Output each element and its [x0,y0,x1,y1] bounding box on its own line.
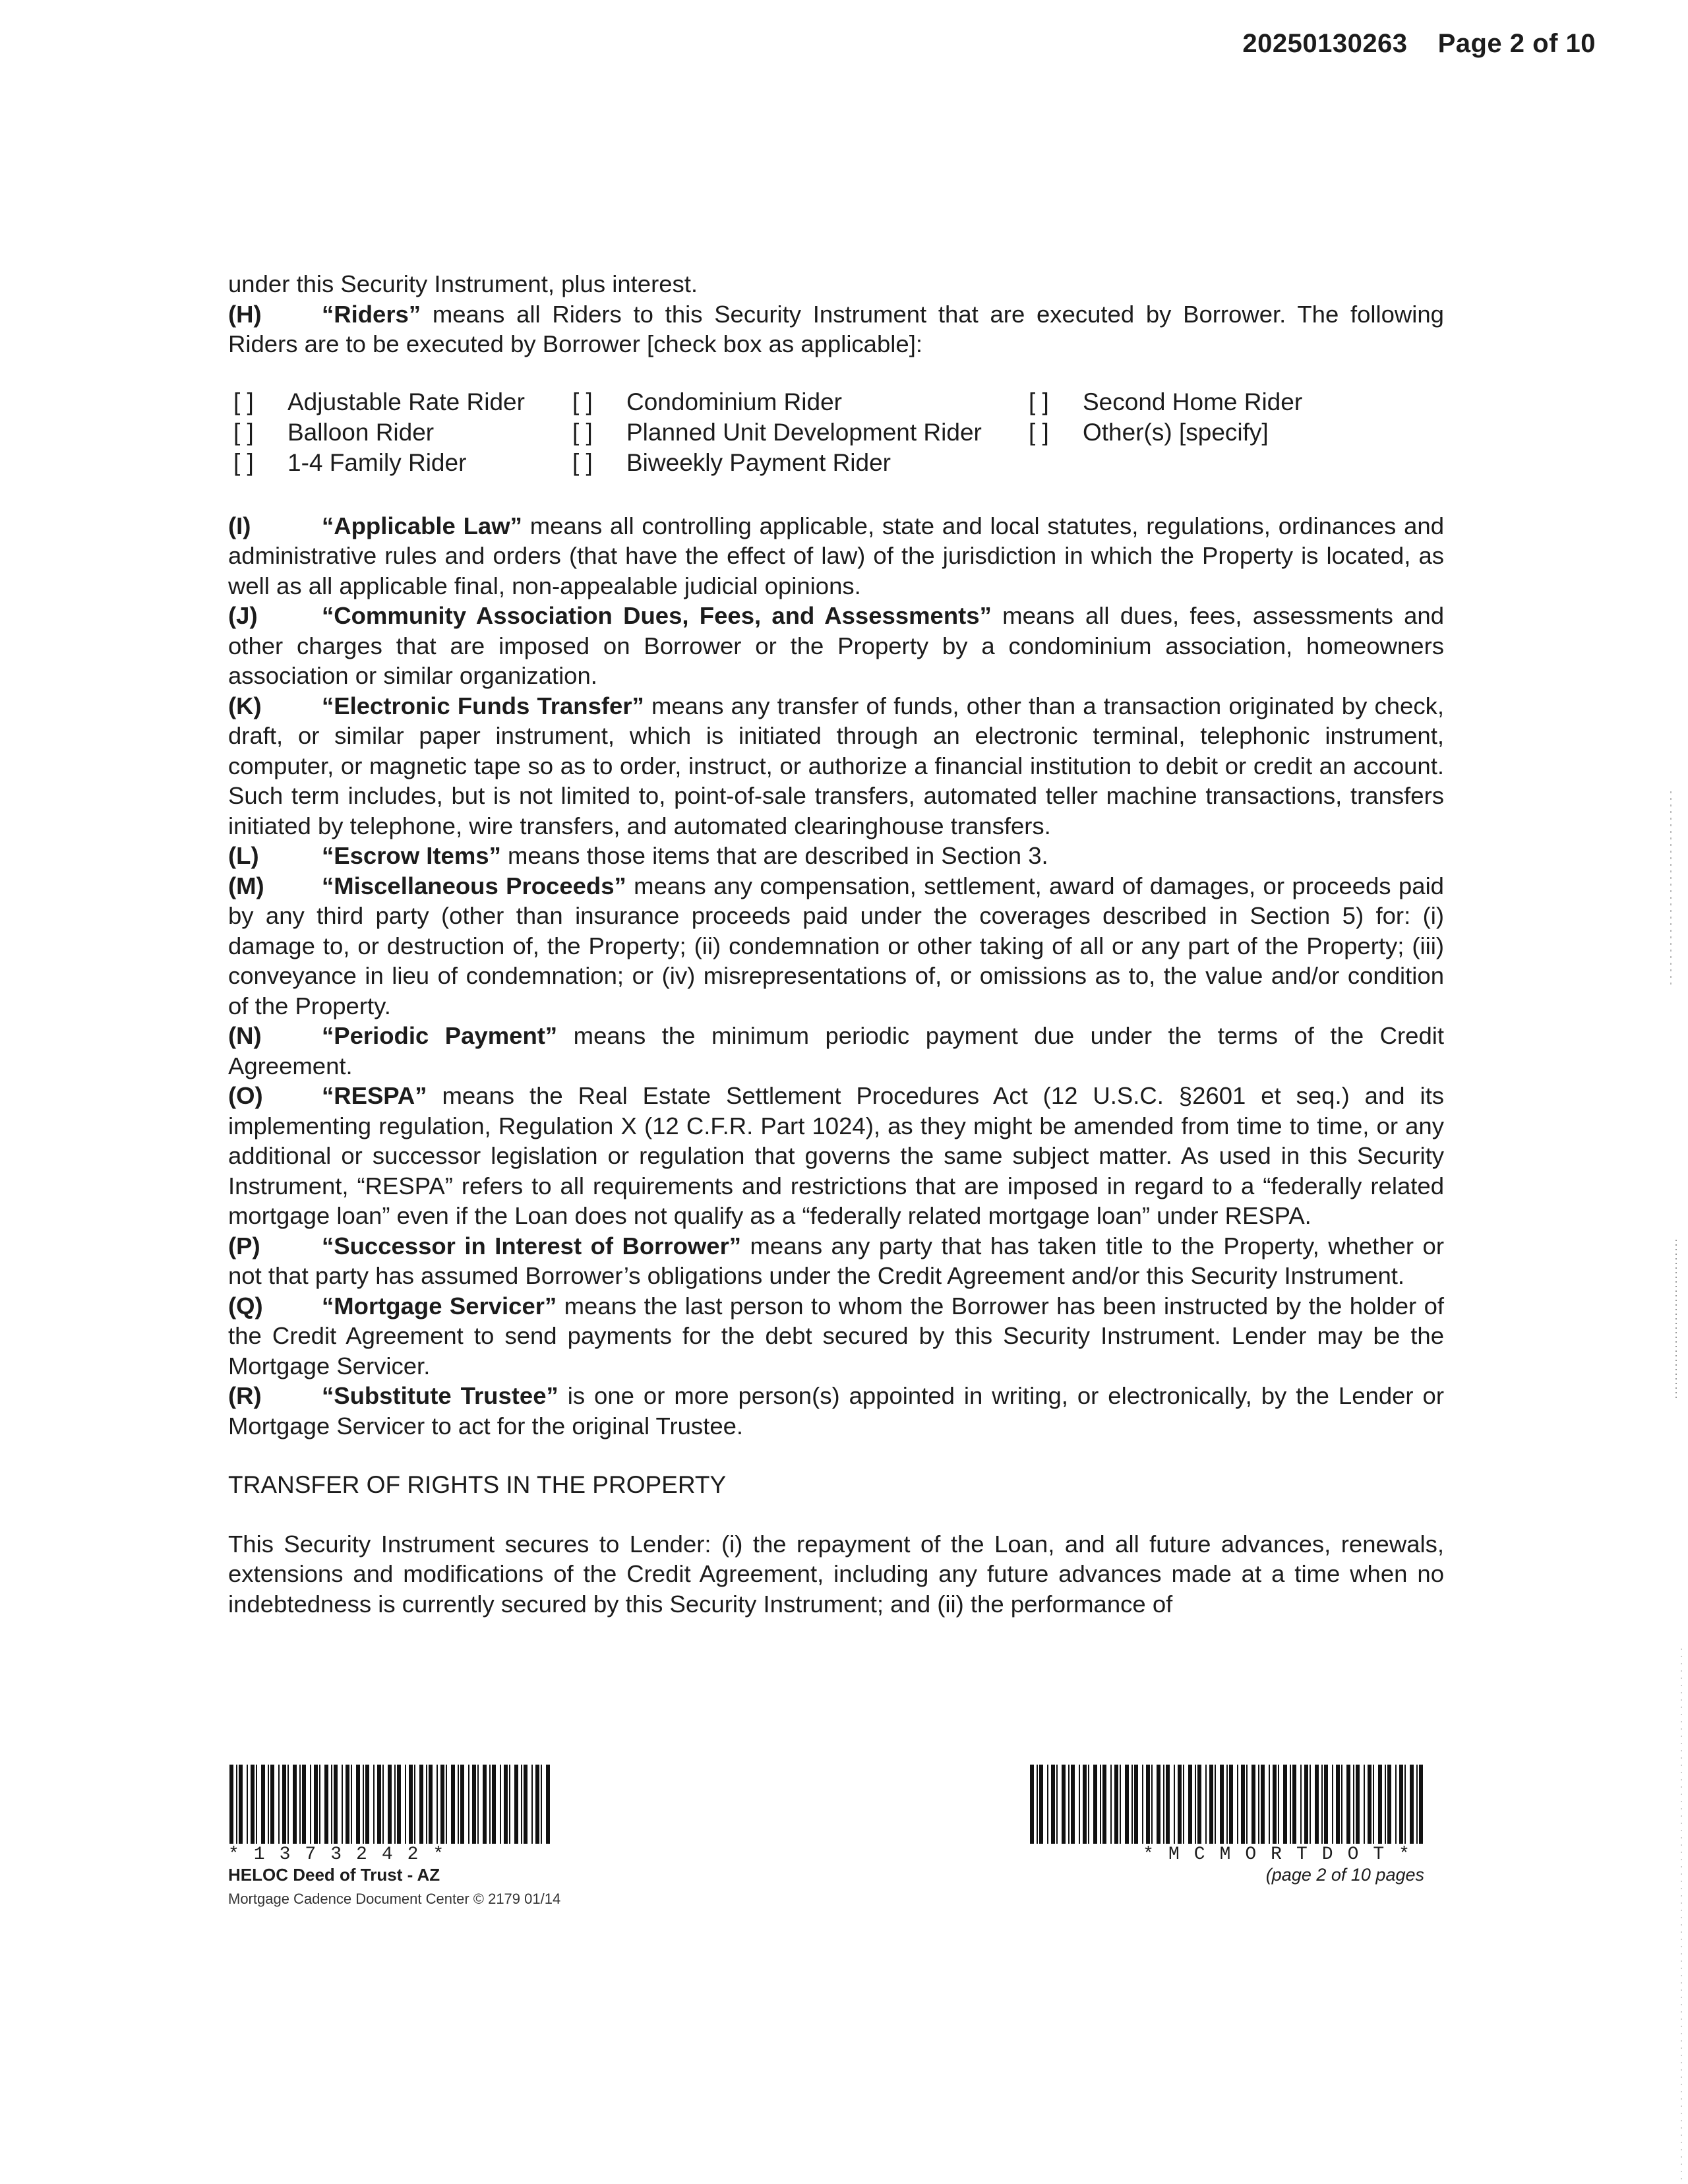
barcode-bar [446,1765,447,1844]
barcode-bar [1410,1765,1414,1844]
document-header [1242,29,1596,59]
definition-text: means all controlling applicable, state and local statutes, regulations, ordinances and administrative rules and orders (that have the effect of law) of the jurisdiction in which the Property is located, as well as all applicable final, non-appealable judicial opinions. [228,512,1444,599]
rider-second-home[interactable] [1029,387,1302,417]
barcode-left-text: *1373242* [228,1844,459,1865]
barcode-bar [521,1765,522,1844]
definition-successor-in-interest [228,1231,1444,1291]
barcode-bar [535,1765,539,1844]
rider-label: 1-4 Family Rider [287,448,467,476]
checkbox[interactable]: [ ] [233,388,254,415]
barcode-bar [541,1765,542,1844]
barcode-bar [1120,1765,1121,1844]
barcode-bar [1292,1765,1296,1844]
barcode-bar [1110,1765,1112,1844]
barcode-bar [287,1765,289,1844]
barcode-bar [293,1765,297,1844]
barcode-bar [278,1765,280,1844]
checkbox[interactable]: [ ] [233,418,254,446]
definition-text: means those items that are described in Section 3. [500,842,1048,869]
barcode-bar [239,1765,243,1844]
barcode-bar [1315,1765,1319,1844]
barcode-bar [365,1765,369,1844]
barcode-bar [236,1765,237,1844]
definition-respa [228,1081,1444,1231]
checkbox[interactable]: [ ] [1029,388,1049,415]
barcode-bar [319,1765,320,1844]
barcode-bar [346,1765,349,1844]
barcode-bar [1166,1765,1170,1844]
barcode-bar [1324,1765,1328,1844]
definition-text: means any party that has taken title to the Property, whether or not that party has assumed Borrower’s obligations under the Credit Agreement and/or this Security Instrument. [228,1232,1444,1289]
barcode-bar [426,1765,427,1844]
definition-miscellaneous-proceeds [228,871,1444,1021]
definition-term: “Periodic Payment” [322,1022,558,1049]
barcode-bar [1220,1765,1224,1844]
definition-term: “RESPA” [322,1082,427,1109]
checkbox[interactable]: [ ] [572,388,593,415]
scan-edge-marks [1662,0,1688,2184]
barcode-bar [388,1765,392,1844]
barcode-bar [314,1765,318,1844]
barcode-bar [1269,1765,1270,1844]
barcode-bar [282,1765,286,1844]
section-title: TRANSFER OF RIGHTS IN THE PROPERTY [228,1471,727,1498]
barcode-bar [1134,1765,1138,1844]
barcode-bar [1261,1765,1265,1844]
barcode-bar [500,1765,501,1844]
barcode-bar [440,1765,444,1844]
definition-term: “Riders” [322,300,421,328]
rider-label: Condominium Rider [626,388,842,415]
definition-applicable-law [228,511,1444,601]
barcode-bar [477,1765,479,1844]
definition-letter: (K) [228,692,262,719]
checkbox[interactable]: [ ] [572,448,593,476]
definition-letter: (N) [228,1022,262,1049]
definition-mortgage-servicer [228,1291,1444,1381]
barcode-bar [1300,1765,1302,1844]
definition-letter: (R) [228,1382,262,1409]
barcode-bar [489,1765,491,1844]
barcode-bar [1131,1765,1133,1844]
barcode-bar [1037,1765,1038,1844]
barcode-bar [1174,1765,1175,1844]
document-number: 20250130263 [1242,29,1408,58]
barcode-bar [1385,1765,1386,1844]
barcode-bar [1183,1765,1184,1844]
barcode-bar [1056,1765,1058,1844]
barcode-bar [1188,1765,1192,1844]
barcode-bar [1416,1765,1418,1844]
definition-text: means all Riders to this Security Instrument that are executed by Borrower. The following Riders are to be executed by Borrower [check box as applicable]: [228,300,1444,357]
definition-term: “Substitute Trustee” [322,1382,558,1409]
footer-right [1029,1765,1424,1885]
definition-periodic-payment [228,1021,1444,1081]
barcode-bar [1399,1765,1403,1844]
barcode-bar [377,1765,381,1844]
barcode-bar [1336,1765,1340,1844]
barcode-bar [1215,1765,1216,1844]
barcode-bar [1332,1765,1333,1844]
definition-riders [228,299,1444,359]
barcode-bar [514,1765,518,1844]
barcode-bar [1157,1765,1160,1844]
barcode-bar [1368,1765,1372,1844]
definition-community-association-dues [228,601,1444,691]
barcode-bar [356,1765,360,1844]
document-body [228,269,1444,1619]
barcode-bar [1273,1765,1277,1844]
barcode-bar [1163,1765,1164,1844]
barcode-bar [373,1765,375,1844]
barcode-bar [1205,1765,1207,1844]
barcode-bar [334,1765,338,1844]
rider-adjustable-rate[interactable] [233,387,525,417]
barcode-bar [468,1765,469,1844]
definition-text: means the Real Estate Settlement Procedures Act (12 U.S.C. §2601 et seq.) and its implementing regulation, Regulation X (12 C.F.R. Part 1024), as they might be amended from time to time, or any additional or successor legislation or regulation that governs the same subject matter. As used in this Security Instrument, “RESPA” refers to all requirements and restrictions that are imposed in regard to a “federally related mortgage loan” even if the Loan does not qualify as a “federally related mortgage loan” under RESPA. [228,1082,1444,1229]
barcode-bar [1237,1765,1238,1844]
barcode-bar [458,1765,459,1844]
barcode-bar [483,1765,487,1844]
definition-text: is one or more person(s) appointed in writing, or electronically, by the Lender or Mortgage Servicer to act for the original Trustee. [228,1382,1444,1440]
barcode-bar [451,1765,455,1844]
definition-term: “Electronic Funds Transfer” [322,692,644,719]
definition-letter: (J) [228,602,258,629]
barcode-bar [1146,1765,1150,1844]
barcode-bar [1283,1765,1287,1844]
barcode-bar [1364,1765,1365,1844]
barcode-bar [261,1765,265,1844]
transfer-paragraph: This Security Instrument secures to Lender: (i) the repayment of the Loan, and all future advances, renewals, extensions and modifications of the Credit Agreement, including any future advances made at a time when no indebtedness is currently secured by this Security Instrument; and (ii) the performance of [228,1530,1444,1618]
barcode-bar [363,1765,364,1844]
barcode-bar [351,1765,352,1844]
barcode-bar [1304,1765,1308,1844]
rider-label: Planned Unit Development Rider [626,418,982,446]
definition-letter: (H) [228,300,262,328]
barcode-bar [414,1765,415,1844]
barcode-bar [1341,1765,1342,1844]
barcode-bar [1246,1765,1248,1844]
page-indicator: Page 2 of 10 [1437,29,1596,58]
barcode-bar [1378,1765,1382,1844]
definition-text: means all dues, fees, assessments and other charges that are imposed on Borrower or the Property by a condominium association, homeowners association or similar organization. [228,602,1445,689]
barcode-bar [394,1765,396,1844]
barcode-bar [1290,1765,1291,1844]
barcode-bar [302,1765,306,1844]
barcode-bar [1071,1765,1075,1844]
definition-electronic-funds-transfer [228,691,1444,841]
barcode-bar [1062,1765,1066,1844]
barcode-bar [397,1765,401,1844]
barcode-bar [460,1765,464,1844]
definition-letter: (Q) [228,1292,263,1320]
barcode-bar [1387,1765,1391,1844]
riders-checklist [228,387,1444,483]
barcode-bar [437,1765,438,1844]
barcode-right [1029,1765,1424,1844]
barcode-bar [270,1765,274,1844]
barcode-bar [1353,1765,1354,1844]
barcode-bar [1114,1765,1118,1844]
barcode-bar [1226,1765,1228,1844]
barcode-bar [1151,1765,1153,1844]
rider-balloon[interactable] [233,417,434,447]
definition-text: means any transfer of funds, other than a transaction originated by check, draft, or similar paper instrument, which is initiated through an electronic terminal, telephonic instrument, computer, or magnetic tape so as to order, instruct, or authorize a financial institution to debit or credit an account. Such term includes, but is not limited to, point-of-sale transfers, automated teller machine transactions, transfers initiated by telephone, wire transfers, and automated clearinghouse transfers. [228,692,1444,839]
barcode-bar [299,1765,301,1844]
barcode-bar [1404,1765,1406,1844]
definition-term: “Miscellaneous Proceeds” [322,872,626,899]
rider-label: Balloon Rider [287,418,435,446]
rider-label: Second Home Rider [1083,388,1303,415]
barcode-bar [229,1765,233,1844]
barcode-bar [1229,1765,1233,1844]
rider-condominium[interactable] [572,387,842,417]
barcode-bar [1195,1765,1196,1844]
form-name: HELOC Deed of Trust - AZ [228,1865,440,1885]
footer-left [228,1765,560,1908]
barcode-bar [1093,1765,1097,1844]
barcode-bar [1197,1765,1201,1844]
checkbox[interactable]: [ ] [572,418,593,446]
barcode-bar [342,1765,343,1844]
barcode-bar [1241,1765,1245,1844]
rider-planned-unit-development[interactable] [572,417,982,447]
barcode-bar [247,1765,248,1844]
barcode-bar [1419,1765,1423,1844]
barcode-bar [1068,1765,1070,1844]
definition-term: “Escrow Items” [322,842,501,869]
definition-term: “Successor in Interest of Borrower” [322,1232,742,1259]
barcode-bar [1030,1765,1034,1844]
definition-term: “Applicable Law” [322,512,522,539]
rider-label: Biweekly Payment Rider [626,448,891,476]
barcode-bar [1258,1765,1259,1844]
rider-biweekly-payment[interactable] [572,448,891,477]
barcode-bar [1356,1765,1360,1844]
barcode-bar [1321,1765,1323,1844]
definition-text: means any compensation, settlement, award of damages, or proceeds paid by any third party (other than insurance proceeds paid under the coverages described in Section 5) for: (i) damage to, or destruction of, the Property; (ii) condemnation or other taking of all or any part of the Property; (iii) conveyance in lieu of condemnation; or (iv) misrepresentations of, or omissions as to, the value and/or condition of the Property. [228,872,1444,1019]
definition-letter: (M) [228,872,264,899]
definition-text: means the minimum periodic payment due under the terms of the Credit Agreement. [228,1022,1444,1079]
barcode-left [228,1765,550,1844]
barcode-bar [531,1765,533,1844]
rider-1-4-family[interactable] [233,448,466,477]
barcode-bar [419,1765,423,1844]
definition-substitute-trustee [228,1381,1444,1441]
definition-term: “Mortgage Servicer” [322,1292,557,1320]
barcode-bar [382,1765,384,1844]
definition-escrow-items [228,841,1444,871]
barcode-bar [546,1765,550,1844]
definition-letter: (I) [228,512,251,539]
checkbox[interactable]: [ ] [1029,418,1049,446]
barcode-bar [524,1765,528,1844]
barcode-bar [1278,1765,1279,1844]
definition-term: “Community Association Dues, Fees, and Assessments” [322,602,992,629]
barcode-bar [504,1765,508,1844]
rider-label: Other(s) [specify] [1083,418,1269,446]
page-of-pages: (page 2 of 10 pages [1265,1865,1424,1885]
barcode-bar [1079,1765,1080,1844]
barcode-bar [1047,1765,1048,1844]
barcode-bar [472,1765,476,1844]
barcode-bar [324,1765,328,1844]
barcode-bar [1310,1765,1311,1844]
barcode-bar [1051,1765,1055,1844]
barcode-right-text: *MCMORTDOT* [1143,1844,1424,1865]
definition-letter: (O) [228,1082,263,1109]
checkbox[interactable]: [ ] [233,448,254,476]
barcode-bar [1209,1765,1213,1844]
barcode-bar [1373,1765,1374,1844]
rider-other[interactable] [1029,417,1269,447]
barcode-bar [1088,1765,1089,1844]
barcode-bar [1142,1765,1143,1844]
barcode-bar [1125,1765,1129,1844]
barcode-bar [1251,1765,1255,1844]
intro-text: under this Security Instrument, plus interest. [228,270,698,297]
barcode-bar [1395,1765,1397,1844]
barcode-bar [1346,1765,1350,1844]
definition-letter: (P) [228,1232,260,1259]
barcode-bar [310,1765,311,1844]
barcode-bar [256,1765,257,1844]
rider-label: Adjustable Rate Rider [287,388,525,415]
barcode-bar [1039,1765,1043,1844]
barcode-bar [405,1765,406,1844]
barcode-bar [409,1765,413,1844]
barcode-bar [1178,1765,1182,1844]
barcode-bar [509,1765,510,1844]
barcode-bar [1083,1765,1087,1844]
barcode-bar [251,1765,255,1844]
barcode-bar [492,1765,496,1844]
form-credit: Mortgage Cadence Document Center © 2179 01/14 [228,1891,561,1907]
barcode-bar [1102,1765,1106,1844]
barcode-bar [268,1765,269,1844]
barcode-bar [429,1765,433,1844]
definition-text: means the last person to whom the Borrower has been instructed by the holder of the Credit Agreement to send payments for the debt secured by this Security Instrument. Lender may be the Mortgage Servicer. [228,1292,1445,1380]
barcode-bar [331,1765,332,1844]
definition-letter: (L) [228,842,259,869]
barcode-bar [1100,1765,1101,1844]
